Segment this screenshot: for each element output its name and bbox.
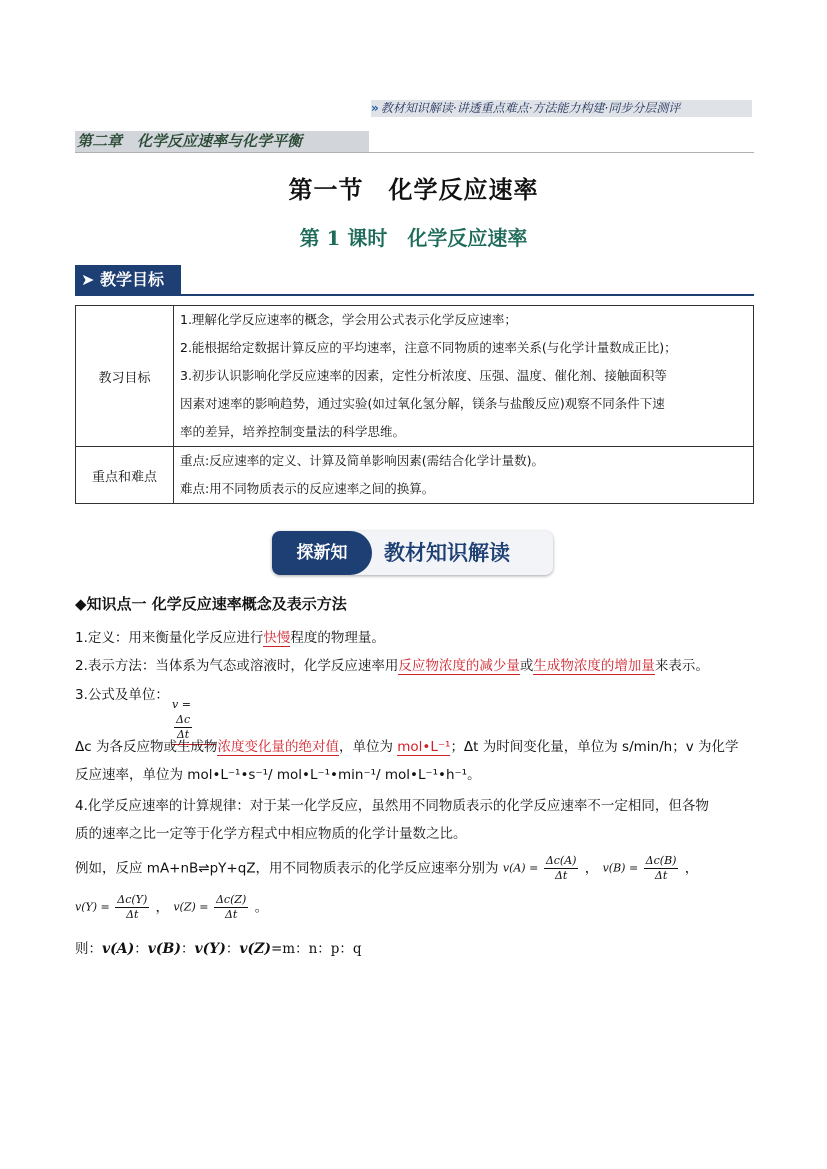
goals-divider <box>75 294 754 296</box>
header-banner <box>371 100 752 117</box>
section-title: 第一节 化学反应速率 <box>288 176 539 204</box>
chapter-title: 第二章 化学反应速率与化学平衡 <box>75 131 369 152</box>
knowledge-point-title: ◆知识点一 化学反应速率概念及表示方法 <box>75 595 347 613</box>
formula-vB: v(B) = $\frac{\Delta c(B)}{\Delta t}$ <box>602 854 677 882</box>
goal-line: 3.初步认识影响化学反应速率的因素，定性分析浓度、压强、温度、催化剂、接触面积等 <box>180 368 667 383</box>
goal-line: 2.能根据给定数据计算反应的平均速率，注意不同物质的速率关系(与化学计量数成正比)； <box>180 340 677 355</box>
goal-line: 1.理解化学反应速率的概念，学会用公式表示化学反应速率； <box>180 312 517 327</box>
header-banner-text: 教材知识解读·讲透重点难点·方法能力构建·同步分层测评 <box>380 101 681 115</box>
highlight-term: 浓度变化量的绝对值 <box>217 739 339 755</box>
example-paragraph: 例如，反应 mA+nB⇌pY+qZ，用不同物质表示的化学反应速率分别为 v(A) = $\frac{\Delta c(A)}{\Delta t}$ ， v(B) = $\frac{\Delta c(B)}{\Delta t}$ ， <box>75 854 699 882</box>
goals-table <box>75 305 754 504</box>
calculation-rule-paragraph: 4.化学反应速率的计算规律：对于某一化学反应，虽然用不同物质表示的化学反应速率不一定相同，但各物 质的速率之比一定等于化学方程式中相应物质的化学计量数之比。 <box>75 798 709 842</box>
goal-line: 因素对速率的影响趋势，通过实验(如过氧化氢分解，镁条与盐酸反应)观察不同条件下速 <box>180 396 665 411</box>
chapter-divider <box>75 152 754 153</box>
badge-left-label: 探新知 <box>272 531 372 575</box>
rate-formula: v = $\frac{\Delta c}{\Delta t}$ <box>172 692 216 745</box>
formula-vA: v(A) = $\frac{\Delta c(A)}{\Delta t}$ <box>502 854 577 882</box>
badge-right-label: 教材知识解读 <box>384 541 510 565</box>
goal-line: 率的差异，培养控制变量法的科学思维。 <box>180 424 406 439</box>
row-content <box>174 447 754 504</box>
row-label: 教习目标 <box>76 306 174 447</box>
section-badge <box>272 531 553 575</box>
definition-paragraph: 1.定义：用来衡量化学反应进行快慢程度的物理量。 <box>75 630 385 646</box>
highlight-term: 生成物浓度的增加量 <box>533 658 655 674</box>
highlight-term: 快慢 <box>263 630 291 646</box>
row-content <box>174 306 754 447</box>
formula-vY: v(Y) = $\frac{\Delta c(Y)}{\Delta t}$ <box>75 893 148 921</box>
formula-heading: 3.公式及单位： <box>75 687 169 703</box>
rate-ratio-line: 则：v(A)：v(B)：v(Y)：v(Z)=m：n：p：q <box>75 941 362 957</box>
formula-vZ: v(Z) = $\frac{\Delta c(Z)}{\Delta t}$ <box>173 893 247 921</box>
row-label: 重点和难点 <box>76 447 174 504</box>
table-row <box>76 306 754 447</box>
goal-line: 重点:反应速率的定义、计算及简单影响因素(需结合化学计量数)。 <box>180 453 544 468</box>
table-row <box>76 447 754 504</box>
units-paragraph: Δc 为各反应物或生成物浓度变化量的绝对值，单位为 mol•L⁻¹；Δt 为时间变化量，单位为 s/min/h；v 为化学 反应速率，单位为 mol•L⁻¹•s⁻¹/ mol•L⁻¹•min⁻¹/ mol•L⁻¹•h⁻¹。 <box>75 739 739 783</box>
lesson-title: 第 1 课时 化学反应速率 <box>299 226 528 250</box>
highlight-term: mol•L⁻¹ <box>397 739 451 755</box>
goal-line: 难点:用不同物质表示的反应速率之间的换算。 <box>180 481 435 496</box>
representation-paragraph: 2.表示方法：当体系为气态或溶液时，化学反应速率用反应物浓度的减少量或生成物浓度的增加量来表示。 <box>75 658 709 674</box>
highlight-term: 反应物浓度的减少量 <box>398 658 520 674</box>
double-chevron-icon: » <box>371 101 379 115</box>
example-formulas-line2: v(Y) = $\frac{\Delta c(Y)}{\Delta t}$ ， v(Z) = $\frac{\Delta c(Z)}{\Delta t}$ 。 <box>75 893 269 921</box>
teaching-goals-tag: ➤ 教学目标 <box>75 265 181 295</box>
